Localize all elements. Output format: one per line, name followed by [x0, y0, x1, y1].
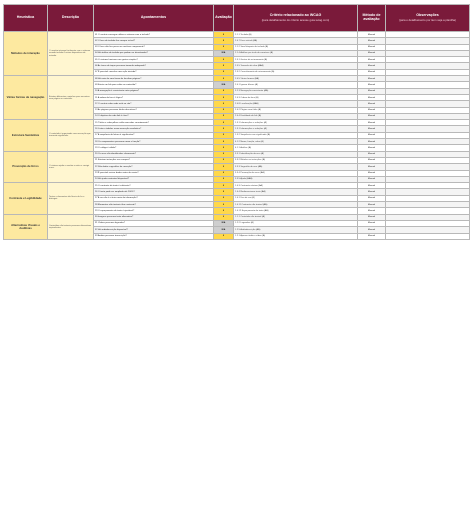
header-criterios-title: Critério relacionado ao WCAG	[269, 13, 322, 18]
score-cell[interactable]: 0	[214, 151, 234, 157]
method-cell: Manual	[358, 214, 386, 220]
header-observacoes	[386, 5, 470, 32]
score-cell[interactable]: 0	[214, 101, 234, 107]
method-cell: Manual	[358, 132, 386, 138]
score-cell[interactable]: 0	[214, 202, 234, 208]
heuristic-name: Várias formas de navegação	[4, 76, 48, 120]
question-cell: 21 Existem instruções nos campos?	[94, 157, 214, 163]
question-cell: 26 O texto pode ser ampliado até 200%?	[94, 189, 214, 195]
question-cell: 15 Títulos e cabeçalhos estão marcados corretamente?	[94, 120, 214, 126]
heuristic-description: O sistema ajuda o usuário a evitar e corrigir erros.	[48, 151, 94, 182]
criterion-cell: 1.4.1 Uso de cor (A)	[234, 195, 358, 201]
criterion-cell: 2.5.1 Gestos de acionamento (A)	[234, 57, 358, 63]
method-cell: Manual	[358, 227, 386, 233]
criterion-cell: 2.4.7 Foco visível (AA)	[234, 38, 358, 44]
score-cell[interactable]: N/A	[214, 220, 234, 226]
score-cell[interactable]: 0	[214, 57, 234, 63]
heuristic-description: Textos e elementos são fáceis de ler e distinguir.	[48, 183, 94, 214]
question-cell: 19 O código é válido?	[94, 145, 214, 151]
criterion-cell: 1.4.11 Contraste não textual (AA)	[234, 202, 358, 208]
criterion-cell: 2.5.2 Cancelamento de acionamento (A)	[234, 69, 358, 75]
question-cell: 31 Vídeos possuem legendas?	[94, 220, 214, 226]
method-cell: Manual	[358, 69, 386, 75]
score-cell[interactable]: 0	[214, 44, 234, 50]
method-cell: Manual	[358, 44, 386, 50]
criterion-cell: 3.3.4 Prevenção de erros (AA)	[234, 170, 358, 176]
question-cell: 07 É possível cancelar uma ação iniciada?	[94, 69, 214, 75]
method-cell: Manual	[358, 94, 386, 100]
criterion-cell: 2.1.1 Teclado (A)	[234, 32, 358, 38]
method-cell: Manual	[358, 151, 386, 157]
criterion-cell: 2.1.4 Atalhos por tecla de caractere (A)	[234, 50, 358, 56]
score-cell[interactable]: 0	[214, 157, 234, 163]
header-nivel: Método de avaliação	[358, 5, 386, 32]
question-cell: 13 As páginas possuem títulos descritivos?	[94, 107, 214, 113]
question-cell: 33 Áudios possuem transcrição?	[94, 233, 214, 239]
question-cell: 06 As áreas de toque possuem tamanho adequado?	[94, 63, 214, 69]
question-cell: 01 O usuário consegue utilizar o sistema com o teclado?	[94, 32, 214, 38]
criterion-cell: 1.1.1 Conteúdo não textual (A)	[234, 214, 358, 220]
question-cell: 08 Há mais de uma forma de localizar páginas?	[94, 76, 214, 82]
score-cell[interactable]: 0	[214, 88, 234, 94]
question-cell: 30 Imagens possuem texto alternativo?	[94, 214, 214, 220]
method-cell: Manual	[358, 107, 386, 113]
question-cell: 20 Os erros são identificados claramente?	[94, 151, 214, 157]
observation-cell	[386, 233, 470, 239]
question-cell: 05 O sistema funciona com gestos simples?	[94, 57, 214, 63]
heuristic-name: Métodos de interação	[4, 32, 48, 76]
score-cell[interactable]: 0	[214, 208, 234, 214]
header-descricao: Descrição	[48, 5, 94, 32]
criterion-cell: 3.3.2 Rótulos ou instruções (A)	[234, 157, 358, 163]
method-cell: Manual	[358, 233, 386, 239]
question-cell: 02 O foco do teclado fica sempre visível?	[94, 38, 214, 44]
method-cell: Manual	[358, 195, 386, 201]
criterion-cell: 1.4.4 Redimensionar texto (AA)	[234, 189, 358, 195]
question-cell: 25 O contraste do texto é suficiente?	[94, 183, 214, 189]
question-cell: 10 A navegação é consistente entre páginas?	[94, 88, 214, 94]
evaluation-spreadsheet	[3, 4, 469, 240]
table-body	[4, 32, 470, 240]
criterion-cell: 2.4.5 Várias formas (AA)	[234, 76, 358, 82]
criterion-cell: 1.4.12 Espaçamento de texto (AA)	[234, 208, 358, 214]
criterion-cell: 2.4.4 Finalidade do link (A)	[234, 113, 358, 119]
score-cell[interactable]: 0	[214, 145, 234, 151]
criterion-cell: 4.1.1 Análise (A)	[234, 145, 358, 151]
method-cell: Manual	[358, 76, 386, 82]
score-cell[interactable]: N/A	[214, 227, 234, 233]
criterion-cell: 4.1.2 Nome, função, valor (A)	[234, 139, 358, 145]
criterion-cell: 1.3.2 Sequência com significado (A)	[234, 132, 358, 138]
question-cell: 27 A cor não é o único meio de informação?	[94, 195, 214, 201]
score-cell[interactable]: 0	[214, 76, 234, 82]
question-cell: 29 O espaçamento do texto é ajustável?	[94, 208, 214, 214]
criterion-cell: 2.4.3 Ordem do foco (A)	[234, 94, 358, 100]
question-cell: 04 Há atalhos de teclado que podem ser desativados?	[94, 50, 214, 56]
method-cell: Manual	[358, 63, 386, 69]
heuristic-description: O conteúdo é organizado com marcação que transmite significado.	[48, 120, 94, 151]
method-cell: Manual	[358, 113, 386, 119]
score-cell[interactable]: 0	[214, 164, 234, 170]
criterion-cell: 3.3.5 Ajuda (AAA)	[234, 176, 358, 182]
question-cell: 18 Os componentes possuem nome e função?	[94, 139, 214, 145]
criterion-cell: 3.3.3 Sugestão de erro (AA)	[234, 164, 358, 170]
method-cell: Manual	[358, 164, 386, 170]
score-cell[interactable]: 0	[214, 214, 234, 220]
question-cell: 23 É possível revisar dados antes de enviar?	[94, 170, 214, 176]
method-cell: Manual	[358, 57, 386, 63]
question-cell: 09 Existe um link para saltar ao conteúdo?	[94, 82, 214, 88]
criterion-cell: 1.4.3 Contraste mínimo (AA)	[234, 183, 358, 189]
method-cell: Manual	[358, 208, 386, 214]
score-cell[interactable]: N/A	[214, 82, 234, 88]
score-cell[interactable]: 0	[214, 176, 234, 182]
criterion-cell: 2.4.1 Ignorar blocos (A)	[234, 82, 358, 88]
criterion-cell: 1.2.1 Apenas áudio e vídeo (A)	[234, 233, 358, 239]
method-cell: Manual	[358, 32, 386, 38]
criterion-cell: 3.3.1 Identificação do erro (A)	[234, 151, 358, 157]
score-cell[interactable]: N/A	[214, 50, 234, 56]
question-cell: 12 O usuário sabe onde está no site?	[94, 101, 214, 107]
method-cell: Manual	[358, 157, 386, 163]
score-cell[interactable]: 0	[214, 63, 234, 69]
header-heuristica: Heurística	[4, 5, 48, 32]
criterion-cell: 2.4.2 Página com título (A)	[234, 107, 358, 113]
question-cell: 22 São dadas sugestões de correção?	[94, 164, 214, 170]
question-cell: 11 A ordem do foco é lógica?	[94, 94, 214, 100]
method-cell: Manual	[358, 189, 386, 195]
score-cell[interactable]: 0	[214, 183, 234, 189]
criterion-cell: 1.3.1 Informações e relações (A)	[234, 120, 358, 126]
criterion-cell: 1.2.5 Audiodescrição (AA)	[234, 227, 358, 233]
header-apontamentos: Apontamentos	[94, 5, 214, 32]
method-cell: Manual	[358, 202, 386, 208]
method-cell: Manual	[358, 126, 386, 132]
method-cell: Manual	[358, 50, 386, 56]
score-cell[interactable]: 0	[214, 132, 234, 138]
heuristic-description: Existem diferentes caminhos para encontrar uma página ou conteúdo.	[48, 76, 94, 120]
score-cell[interactable]: 0	[214, 233, 234, 239]
question-cell: 14 O objetivo de cada link é claro?	[94, 113, 214, 119]
method-cell: Manual	[358, 101, 386, 107]
heuristic-description: O usuário interage facilmente com o sistema usando teclado e outros dispositivos de entrada.	[48, 32, 94, 76]
header-observacoes-title: Observações	[416, 13, 439, 18]
score-cell[interactable]: 0	[214, 38, 234, 44]
heuristic-name: Prevenção de Erros	[4, 151, 48, 182]
method-cell: Manual	[358, 220, 386, 226]
heuristic-name: Alternativas Visuais e Auditivas	[4, 214, 48, 239]
criterion-cell: 2.4.8 Localização (AAA)	[234, 101, 358, 107]
question-cell: 17 A sequência de leitura é significativa?	[94, 132, 214, 138]
header-avaliacao: Avaliação	[214, 5, 234, 32]
score-cell[interactable]: 0	[214, 139, 234, 145]
question-cell: 24 Há ajuda contextual disponível?	[94, 176, 214, 182]
score-cell[interactable]: 0	[214, 107, 234, 113]
criterion-cell: 1.3.1 Informações e relações (A)	[234, 126, 358, 132]
method-cell: Manual	[358, 88, 386, 94]
score-cell[interactable]: 0	[214, 195, 234, 201]
method-cell: Manual	[358, 139, 386, 145]
criterion-cell: 2.5.5 Tamanho do alvo (AAA)	[234, 63, 358, 69]
score-cell[interactable]: 0	[214, 113, 234, 119]
method-cell: Manual	[358, 176, 386, 182]
method-cell: Manual	[358, 170, 386, 176]
question-cell: 03 O foco não fica preso em nenhum componente?	[94, 44, 214, 50]
criterion-cell: 3.2.3 Navegação consistente (AA)	[234, 88, 358, 94]
method-cell: Manual	[358, 82, 386, 88]
heuristic-name: Contraste e Legibilidade	[4, 183, 48, 214]
method-cell: Manual	[358, 120, 386, 126]
score-cell[interactable]: 0	[214, 189, 234, 195]
heuristics-table	[3, 4, 470, 240]
score-cell[interactable]: 0	[214, 69, 234, 75]
method-cell: Manual	[358, 145, 386, 151]
header-criterios-sub: (para detalhamento do critério acesse guia-wcag.com)	[261, 17, 330, 22]
score-cell[interactable]: 0	[214, 94, 234, 100]
header-row	[4, 5, 470, 32]
heuristic-description: Conteúdos não textuais possuem alternativas equivalentes.	[48, 214, 94, 239]
header-criterios	[234, 5, 358, 32]
criterion-cell: 1.2.2 Legendas (A)	[234, 220, 358, 226]
method-cell: Manual	[358, 183, 386, 189]
heuristic-name: Estrutura Semântica	[4, 120, 48, 151]
score-cell[interactable]: 0	[214, 32, 234, 38]
score-cell[interactable]: 0	[214, 170, 234, 176]
header-observacoes-sub: (para o detalhamento por item veja a planilha)	[398, 17, 457, 22]
question-cell: 32 Há audiodescrição disponível?	[94, 227, 214, 233]
score-cell[interactable]: 0	[214, 126, 234, 132]
question-cell: 16 Listas e tabelas usam marcação semântica?	[94, 126, 214, 132]
criterion-cell: 2.1.2 Sem bloqueio do teclado (A)	[234, 44, 358, 50]
question-cell: 28 Elementos não textuais têm contraste?	[94, 202, 214, 208]
score-cell[interactable]: 0	[214, 120, 234, 126]
method-cell: Manual	[358, 38, 386, 44]
